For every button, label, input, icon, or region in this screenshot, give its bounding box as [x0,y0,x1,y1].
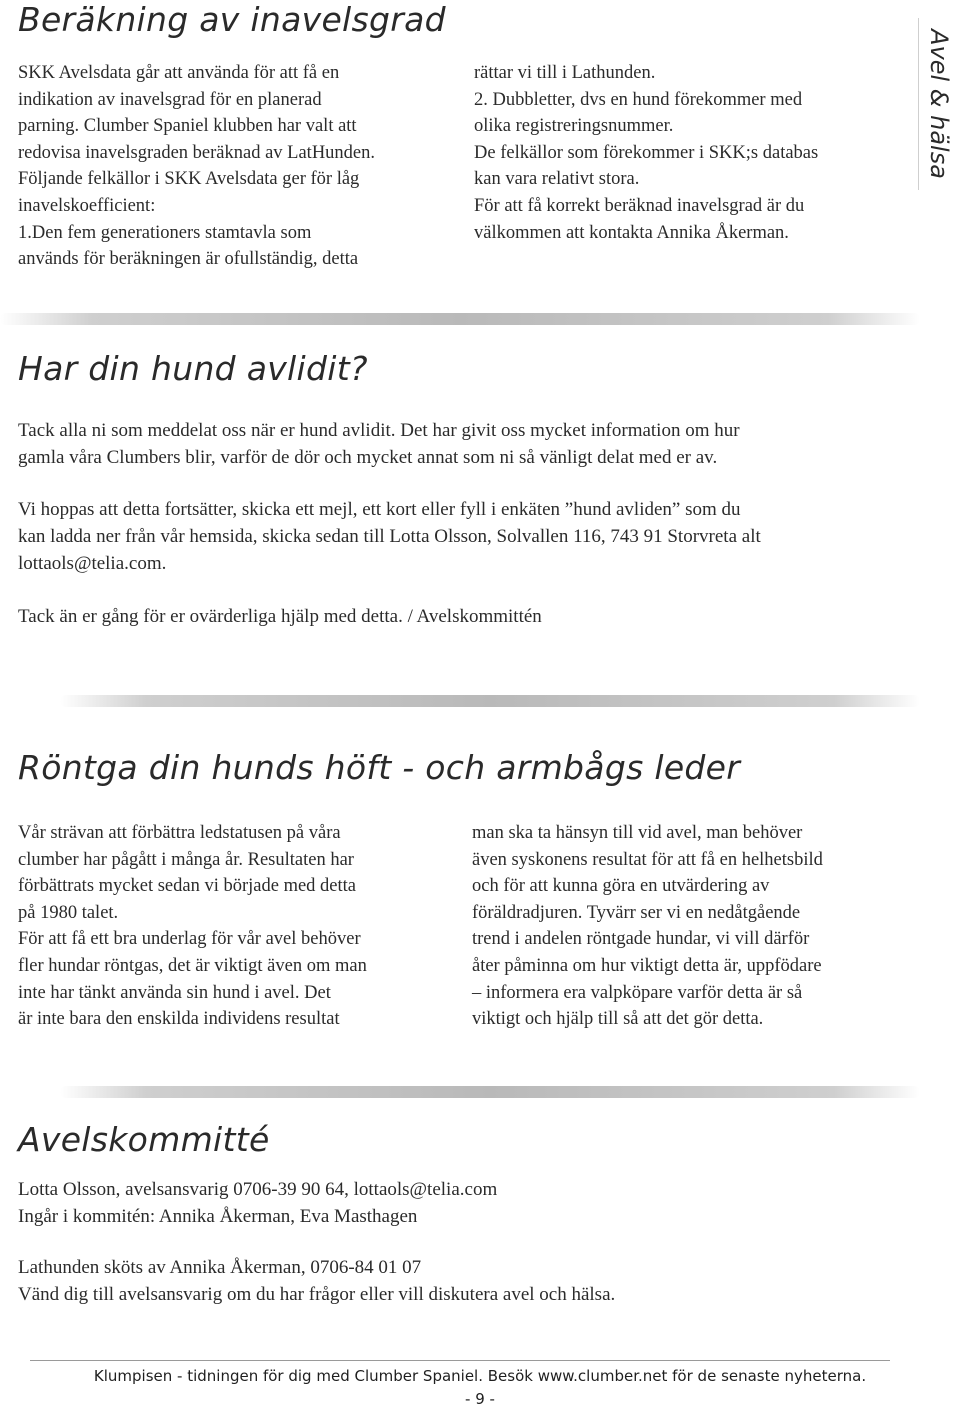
text-line: man ska ta hänsyn till vid avel, man behöver [472,823,803,843]
text-line: SKK Avelsdata går att använda för att få en [18,63,340,83]
text-line: Tack alla ni som meddelat oss när er hund avlidit. Det har givit oss mycket information om hur [18,420,740,441]
section-title-committee: Avelskommitté [18,1120,270,1159]
text-line: trend i andelen röntgade hundar, vi vill därför [472,929,810,950]
text-line: Vår strävan att förbättra ledstatusen på våra [18,823,341,843]
text-line: För att få korrekt beräknad inavelsgrad är du [474,195,805,216]
text-line: på 1980 talet. [18,902,119,923]
deceased-paragraph-3 [18,603,938,630]
text-line: fler hundar röntgas, det är viktigt även om man [18,955,367,976]
text-line: clumber har pågått i många år. Resultaten har [18,849,354,870]
page-number: - 9 - [465,1390,495,1408]
inbreeding-col2 [474,60,904,246]
xray-col1 [18,820,458,1033]
committee-paragraph-2 [18,1254,938,1308]
footer-text: Klumpisen - tidningen för dig med Clumber Spaniel. Besök www.clumber.net för de senaste nyheterna. [93,1367,867,1385]
deceased-paragraph-1 [18,417,938,471]
text-line: 2. Dubbletter, dvs en hund förekommer med [474,89,803,110]
text-line: inte har tänkt använda sin hund i avel. Det [18,982,331,1003]
text-line: gamla våra Clumbers blir, varför de dör och mycket annat som ni så vänligt delat med er av. [18,447,718,468]
text-line: redovisa inavelsgraden beräknad av LatHunden. [18,142,376,163]
text-line: För att få ett bra underlag för vår avel behöver [18,929,361,950]
text-line: Tack än er gång för er ovärderliga hjälp med detta. / Avelskommittén [18,606,542,627]
section-title-inbreeding: Beräkning av inavelsgrad [18,0,446,39]
section-side-tab [918,18,958,190]
text-line: är inte bara den enskilda individens resultat [18,1009,340,1030]
text-line: åter påminna om hur viktigt detta är, uppfödare [472,955,822,976]
text-line: inavelskoefficient: [18,195,156,216]
text-line: rättar vi till i Lathunden. [474,63,656,83]
text-line: kan ladda ner från vår hemsida, skicka sedan till Lotta Olsson, Solvallen 116, 743 91 Storvreta alt [18,526,761,547]
text-line: 1.Den fem generationers stamtavla som [18,222,312,243]
text-line: parning. Clumber Spaniel klubben har valt att [18,116,357,137]
text-line: Vi hoppas att detta fortsätter, skicka ett mejl, ett kort eller fyll i enkäten ”hund avliden” som du [18,499,741,520]
text-line: och för att kunna göra en utvärdering av [472,876,770,897]
text-line: indikation av inavelsgrad för en planerad [18,89,322,110]
text-line: föräldradjuren. Tyvärr ser vi en nedåtgående [472,902,801,923]
text-line: Ingår i kommitén: Annika Åkerman, Eva Masthagen [18,1206,418,1227]
side-tab-label: Avel & hälsa [924,29,953,179]
footer-rule [30,1360,890,1361]
section-title-deceased: Har din hund avlidit? [18,349,368,388]
text-line: – informera era valpköpare varför detta är så [472,982,803,1003]
section-divider [0,313,920,325]
deceased-paragraph-2 [18,496,938,577]
text-line: Lathunden sköts av Annika Åkerman, 0706-84 01 07 [18,1257,422,1278]
section-divider [60,695,920,707]
text-line: kan vara relativt stora. [474,169,640,190]
xray-col2 [472,820,912,1033]
section-title-xray: Röntga din hunds höft - och armbågs leder [18,748,741,787]
text-line: De felkällor som förekommer i SKK;s databas [474,142,819,163]
text-line: förbättrats mycket sedan vi började med detta [18,876,357,897]
text-line: lottaols@telia.com. [18,553,167,574]
inbreeding-col1 [18,60,458,273]
text-line: används för beräkningen är ofullständig, detta [18,249,359,270]
text-line: även syskonens resultat för att få en helhetsbild [472,849,823,870]
text-line: olika registreringsnummer. [474,116,674,137]
text-line: välkommen att kontakta Annika Åkerman. [474,222,789,243]
text-line: Vänd dig till avelsansvarig om du har frågor eller vill diskutera avel och hälsa. [18,1284,616,1305]
text-line: viktigt och hjälp till så att det gör detta. [472,1009,764,1030]
committee-paragraph-1 [18,1176,938,1230]
text-line: Lotta Olsson, avelsansvarig 0706-39 90 64, lottaols@telia.com [18,1179,498,1200]
section-divider [60,1086,920,1098]
text-line: Följande felkällor i SKK Avelsdata ger för låg [18,169,360,190]
